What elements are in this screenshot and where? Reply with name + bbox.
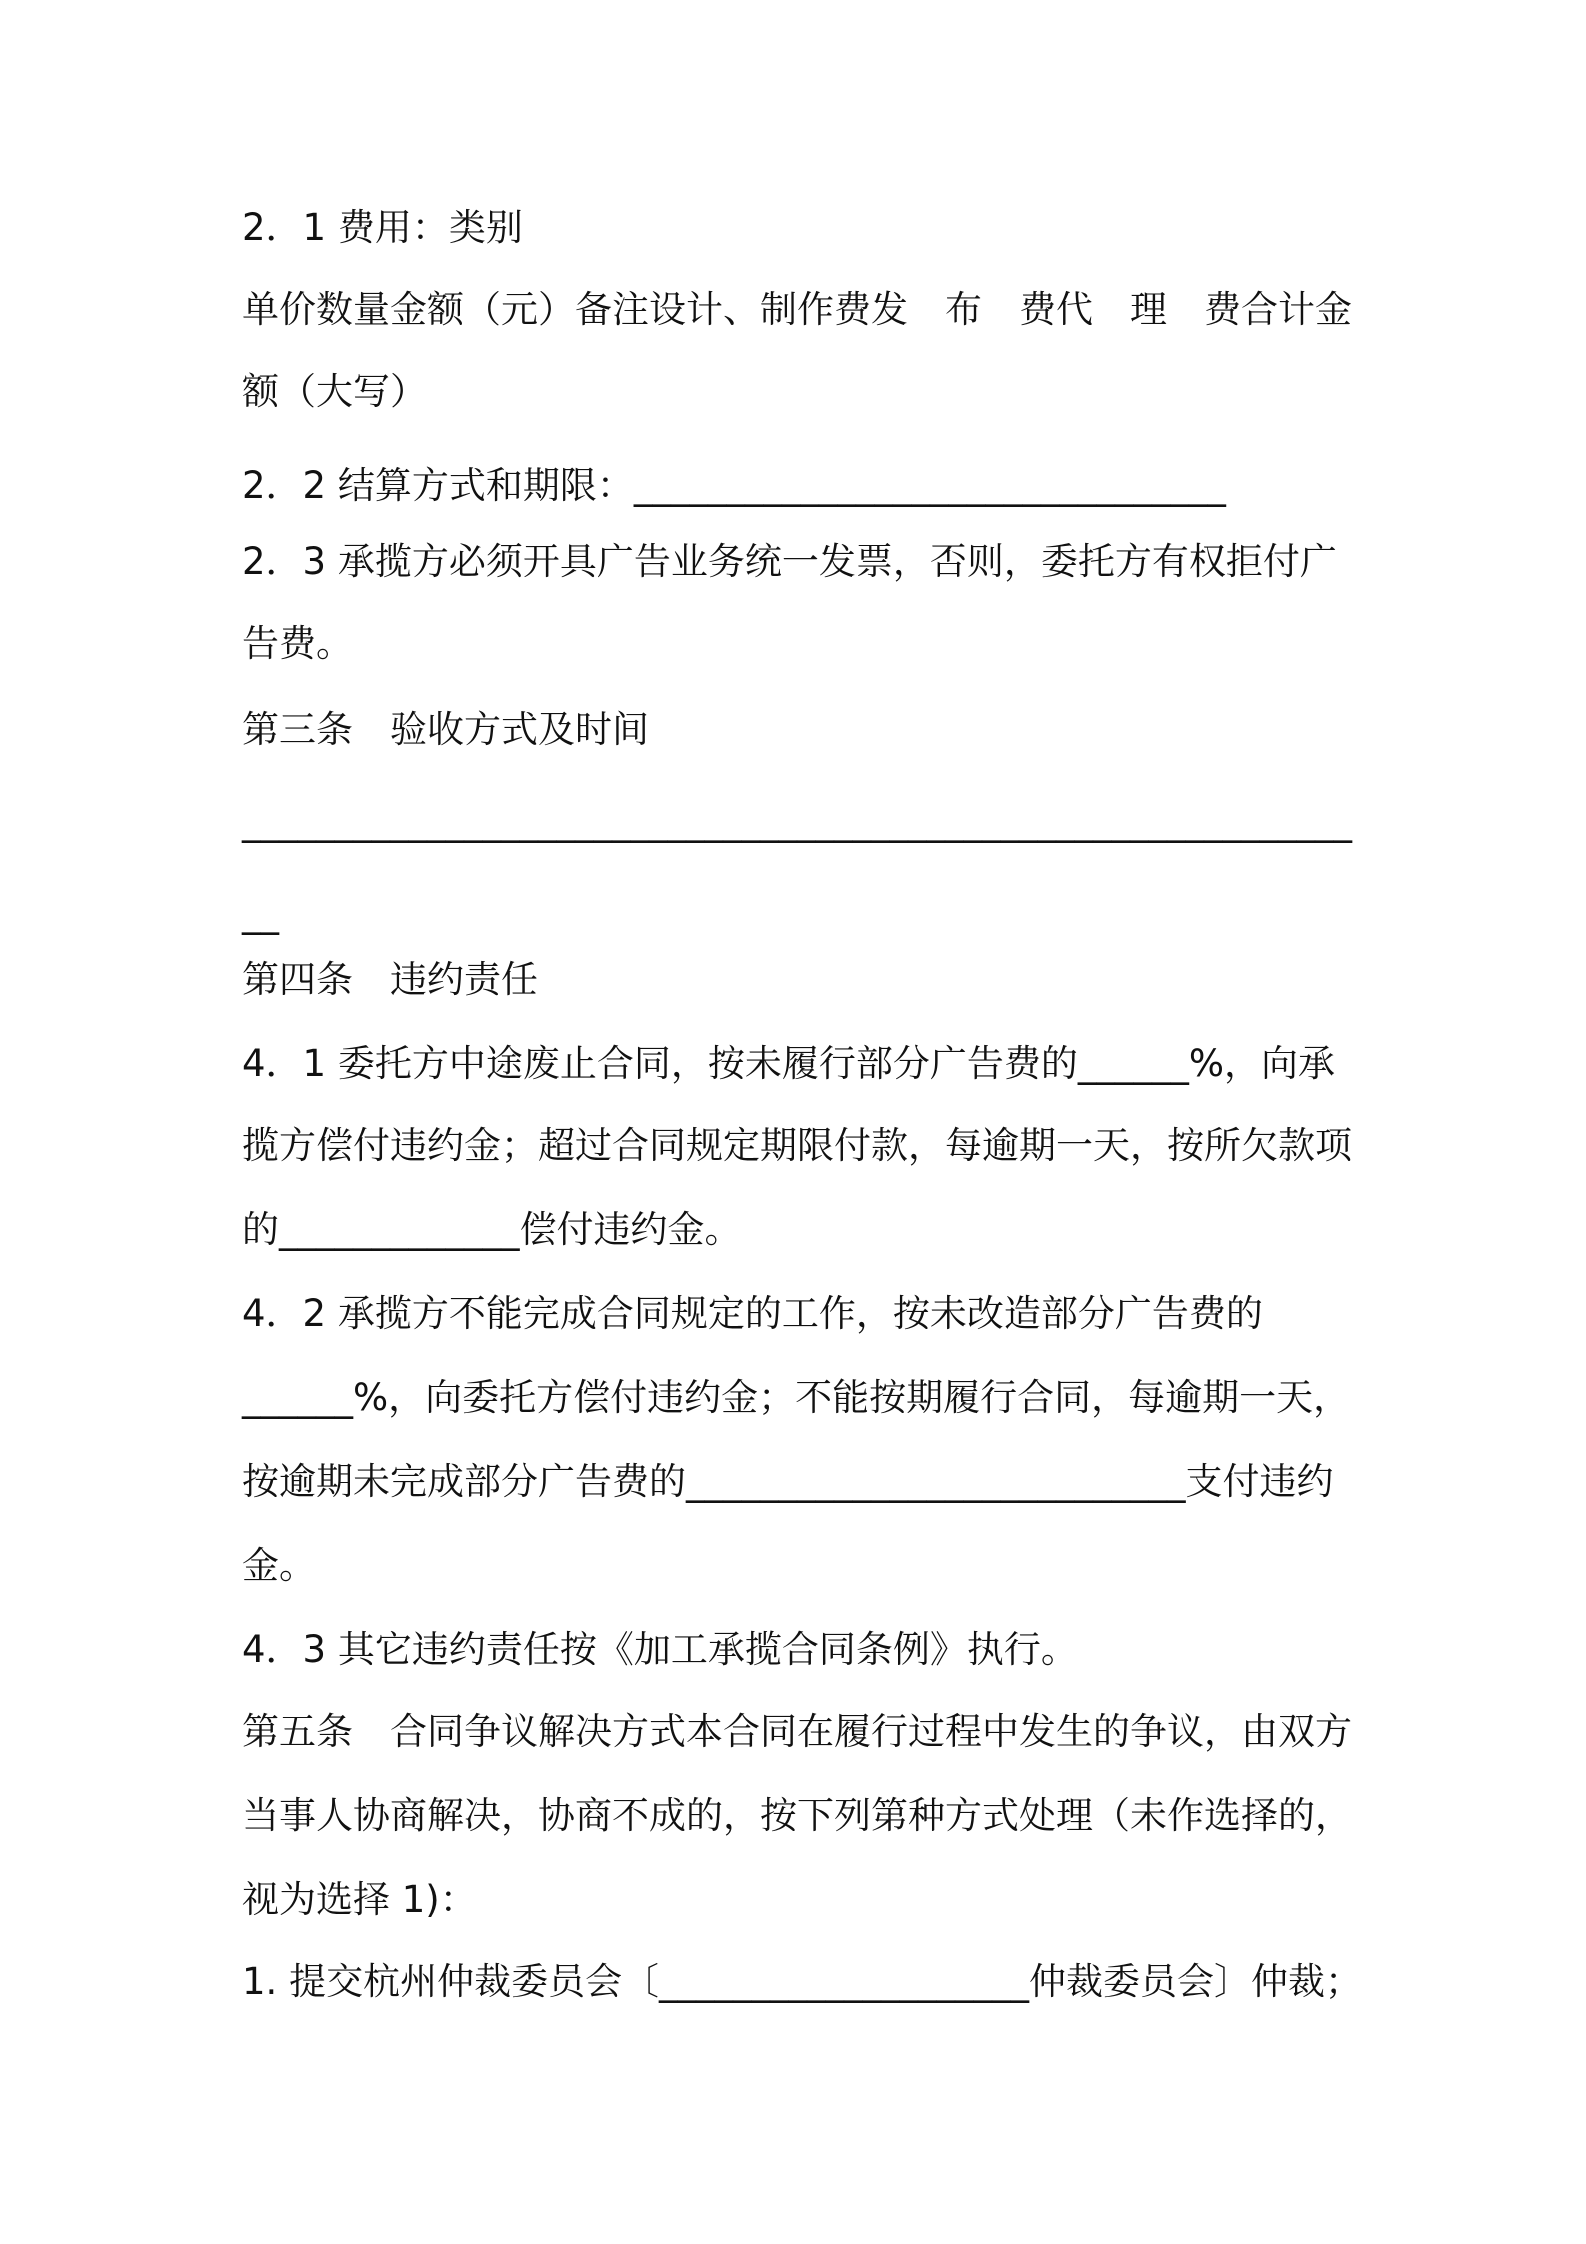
clause-4-3: 4．3 其它违约责任按《加工承揽合同条例》执行。: [242, 1628, 1078, 1671]
article-4-heading: 第四条 违约责任: [242, 958, 538, 1001]
clause-4-1-line-2: 揽方偿付违约金；超过合同规定期限付款，每逾期一天，按所欠款项: [242, 1124, 1352, 1167]
clause-4-2-line-1: 4．2 承揽方不能完成合同规定的工作，按未改造部分广告费的: [242, 1292, 1263, 1335]
clause-2-3-line-1: 2．3 承揽方必须开具广告业务统一发票，否则，委托方有权拒付广: [242, 540, 1337, 583]
fee-table-header-line-2: 额（大写）: [242, 370, 427, 413]
clause-2-2: 2．2 结算方式和期限：________________________________: [242, 464, 1226, 507]
clause-2-3-line-2: 告费。: [242, 622, 353, 665]
clause-4-2-line-4: 金。: [242, 1544, 316, 1587]
clause-4-2-line-3: 按逾期未完成部分广告费的___________________________支付违约: [242, 1460, 1334, 1503]
article-5-line-2: 当事人协商解决，协商不成的，按下列第种方式处理（未作选择的，: [242, 1794, 1352, 1837]
article-5-line-3: 视为选择 1)：: [242, 1878, 477, 1921]
article-5-option-1: 1. 提交杭州仲裁委员会〔____________________仲裁委员会〕仲裁；: [242, 1960, 1363, 2003]
clause-4-2-line-2: ______%，向委托方偿付违约金；不能按期履行合同，每逾期一天，: [242, 1376, 1351, 1419]
article-3-heading: 第三条 验收方式及时间: [242, 708, 649, 751]
clause-2-1-heading: 2．1 费用：类别: [242, 206, 523, 249]
clause-4-1-line-3: 的_____________偿付违约金。: [242, 1208, 742, 1251]
clause-4-1-line-1: 4．1 委托方中途废止合同，按未履行部分广告费的______%，向承: [242, 1042, 1335, 1085]
article-3-blank-line-2: __: [242, 892, 279, 935]
fee-table-header-line-1: 单价数量金额（元）备注设计、制作费发 布 费代 理 费合计金: [242, 288, 1352, 331]
article-3-blank-line-1: ____________________________________________________________: [242, 800, 1352, 843]
article-5-line-1: 第五条 合同争议解决方式本合同在履行过程中发生的争议，由双方: [242, 1710, 1352, 1753]
